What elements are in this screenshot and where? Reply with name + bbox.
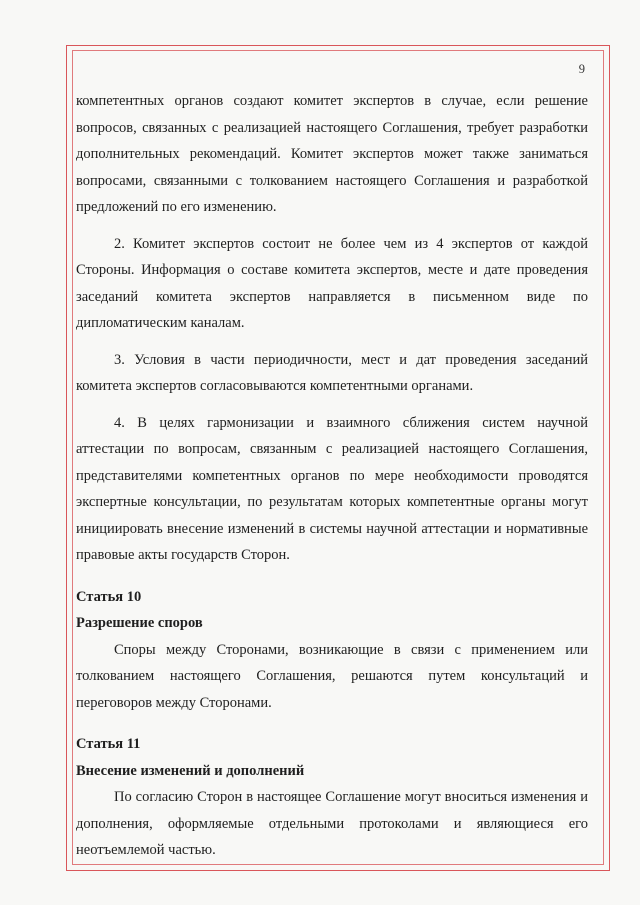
article-10-text: Споры между Сторонами, возникающие в связи с применением или толкованием настоящего Соглашения, решаются путем консультаций и переговоров между Сторонами. xyxy=(76,641,588,711)
paragraph-item-4: 4. В целях гармонизации и взаимного сближения систем научной аттестации по вопросам, связанным с реализацией настоящего Соглашения, представителями компетентных органов по мере необходимости проводятся экспертные консультации, по результатам которых компетентные органы могут инициировать внесение изменений в системы научной аттестации и нормативные правовые акты государств Сторон. xyxy=(76,414,588,563)
article-11-number: Статья 11 xyxy=(76,736,141,752)
document-body xyxy=(76,88,588,864)
article-10-number: Статья 10 xyxy=(76,588,142,605)
page-number: 9 xyxy=(578,62,585,76)
paragraph-continuation: компетентных органов создают комитет экспертов в случае, если решение вопросов, связанных с реализацией настоящего Соглашения, требует разработки дополнительных рекомендаций. Комитет экспертов может также заниматься вопросами, связанными с толкованием настоящего Соглашения и разработкой предложений по его изменению. xyxy=(76,93,588,215)
paragraph-item-3: 3. Условия в части периодичности, мест и дат проведения заседаний комитета экспертов согласовываются компетентными органами. xyxy=(76,351,588,394)
article-11-text: По согласию Сторон в настоящее Соглашение могут вноситься изменения и дополнения, оформляемые отдельными протоколами и являющиеся его неотъемлемой частью. xyxy=(76,789,588,858)
paragraph-item-2: 2. Комитет экспертов состоит не более чем из 4 экспертов от каждой Стороны. Информация о составе комитета экспертов, месте и дате проведения заседаний комитета экспертов направляется в письменном виде по дипломатическим каналам. xyxy=(76,235,588,331)
article-11-title: Внесение изменений и дополнений xyxy=(76,762,305,779)
article-10-title: Разрешение споров xyxy=(76,615,203,631)
